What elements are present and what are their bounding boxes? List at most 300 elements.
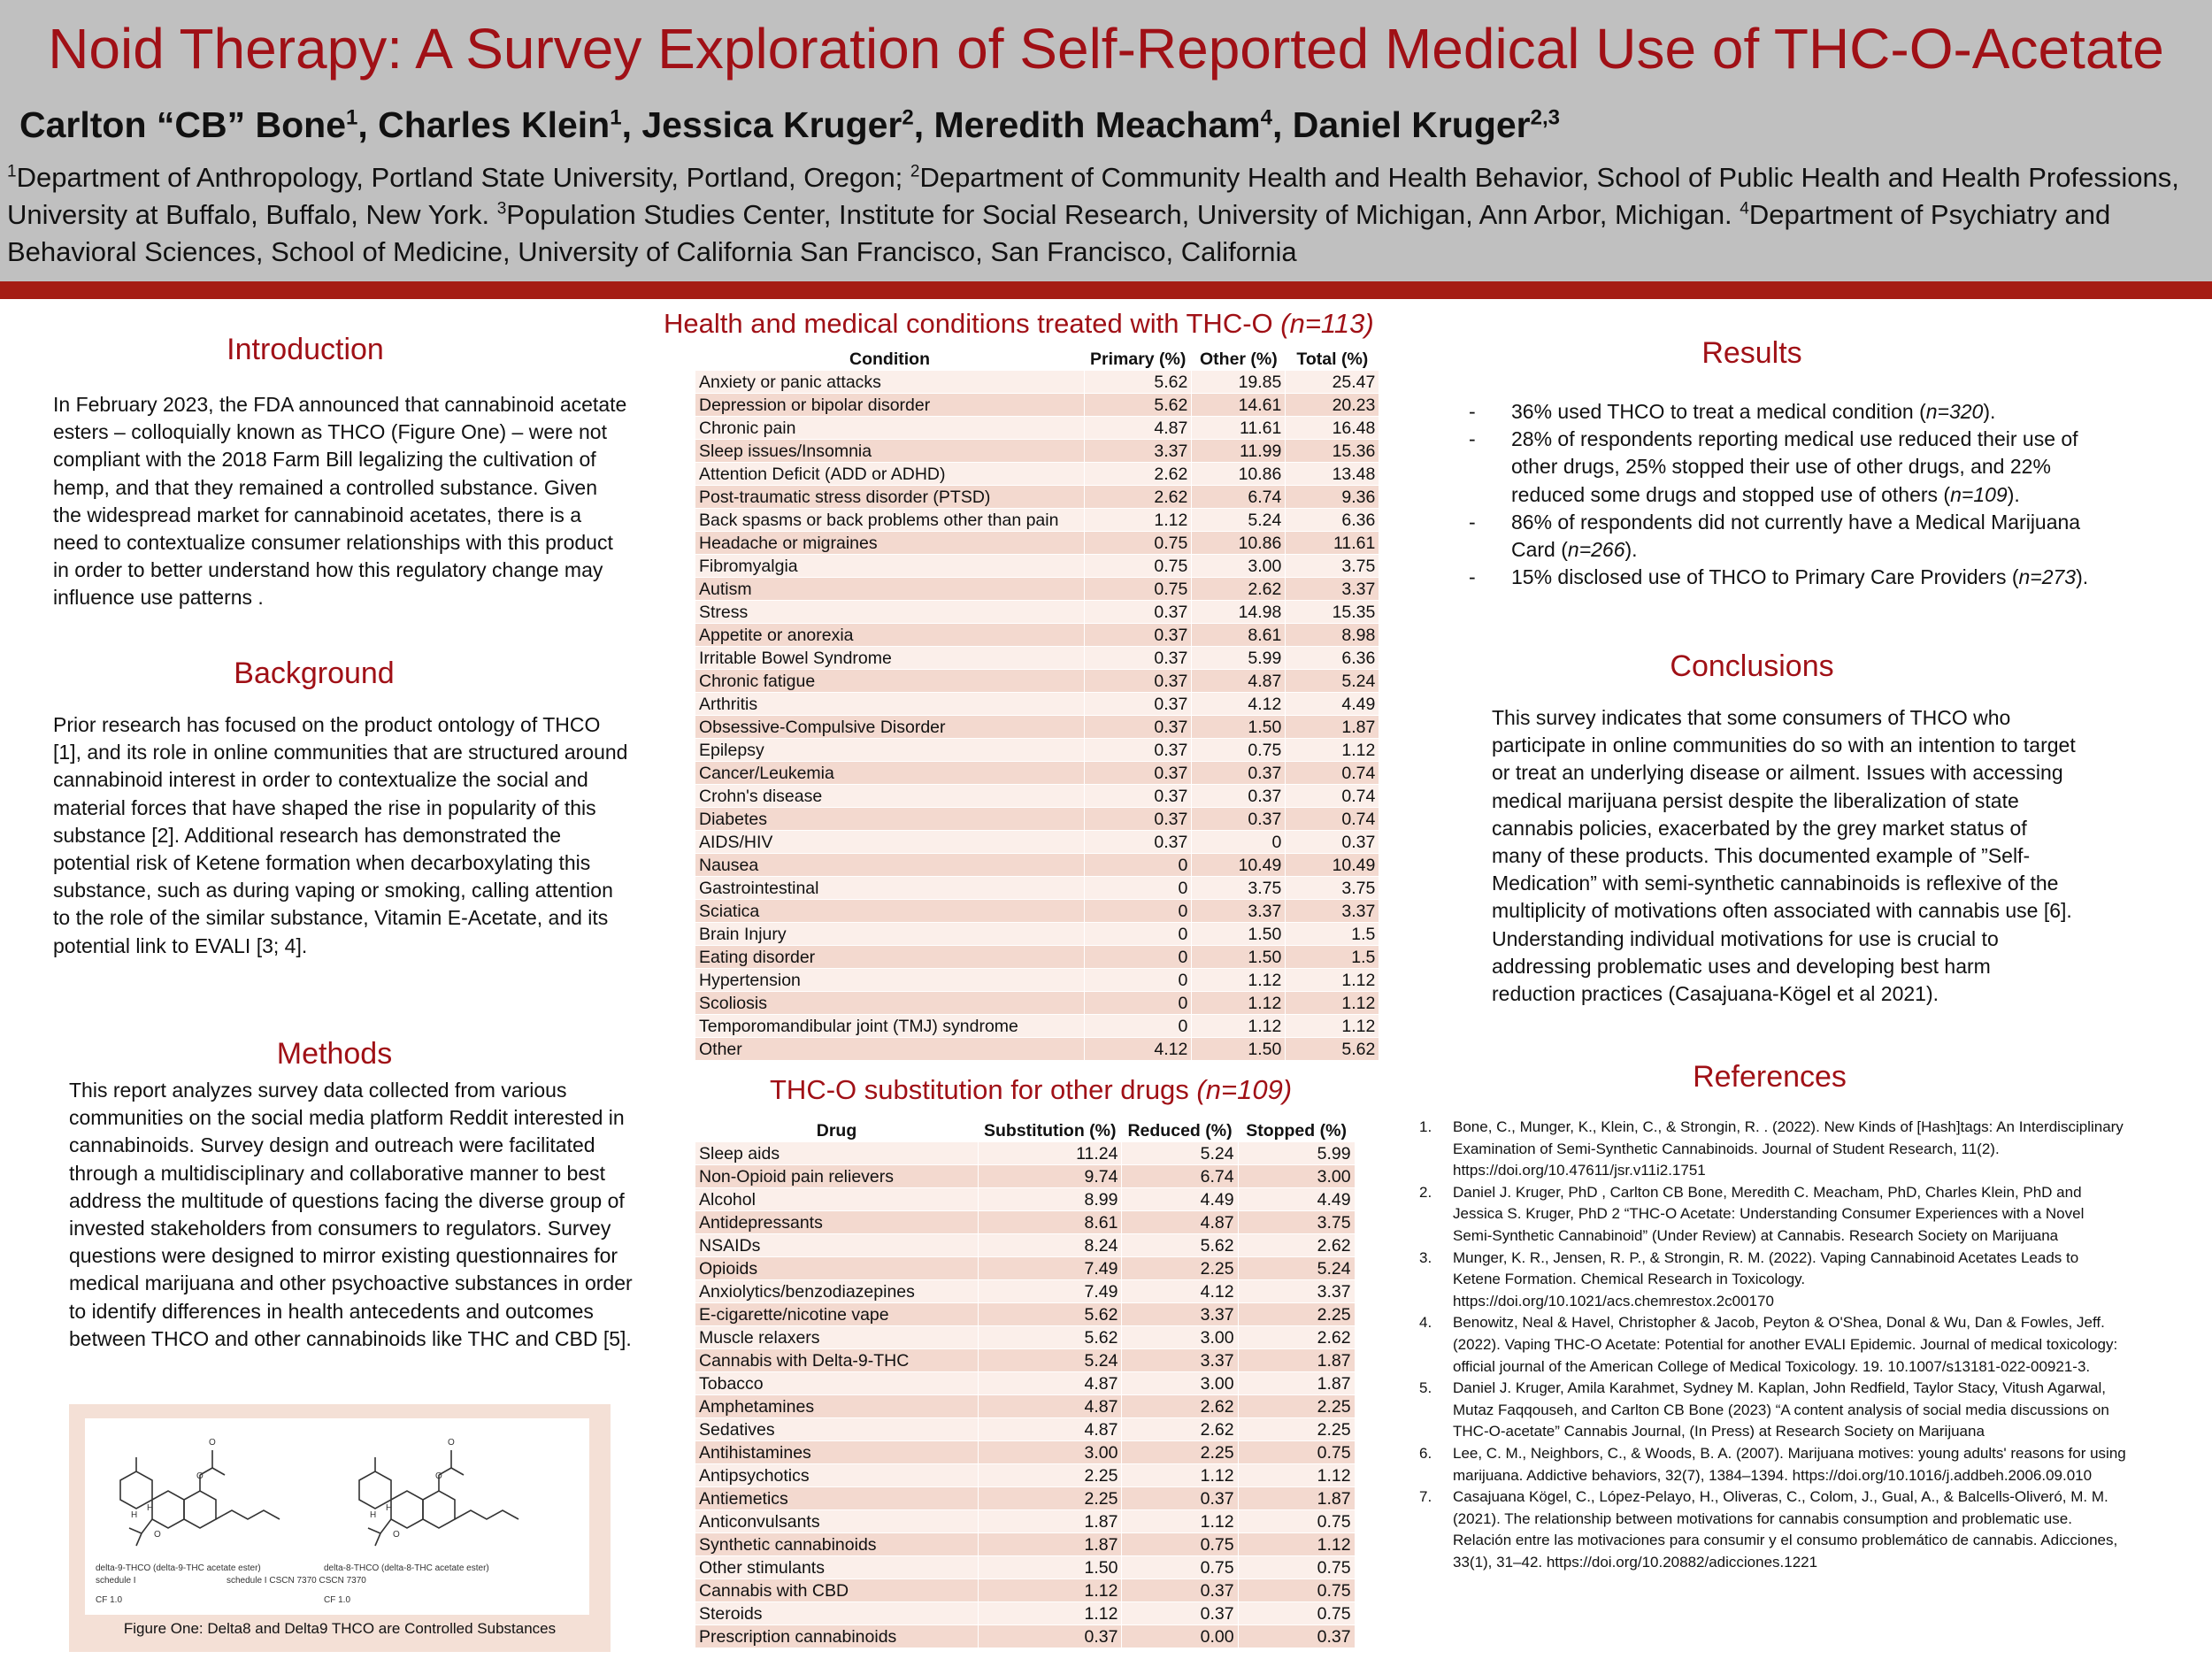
table-row xyxy=(695,1625,1356,1648)
reference-number: 6. xyxy=(1419,1444,1432,1462)
value-cell: 3.75 xyxy=(1286,555,1379,578)
value-cell: 4.87 xyxy=(979,1395,1122,1418)
reference-item xyxy=(1419,1486,2127,1573)
column-header: Total (%) xyxy=(1286,348,1379,371)
table-row xyxy=(695,739,1379,762)
row-label-cell: Chronic fatigue xyxy=(695,670,1085,693)
value-cell: 11.61 xyxy=(1286,532,1379,555)
row-label-cell: NSAIDs xyxy=(695,1234,979,1257)
table-row xyxy=(695,1188,1356,1211)
references-list xyxy=(1419,1117,2127,1573)
column-header: Other (%) xyxy=(1192,348,1286,371)
svg-text:H: H xyxy=(131,1510,138,1520)
value-cell: 2.62 xyxy=(1192,578,1286,601)
table-row xyxy=(695,1395,1356,1418)
table-row xyxy=(695,463,1379,486)
value-cell: 8.24 xyxy=(979,1234,1122,1257)
table-row xyxy=(695,624,1379,647)
value-cell: 0.37 xyxy=(1122,1487,1238,1510)
row-label-cell: Fibromyalgia xyxy=(695,555,1085,578)
figure-left-cf: CF 1.0 xyxy=(96,1595,123,1605)
result-text: 36% used THCO to treat a medical condition ( xyxy=(1511,400,1926,423)
figure-right-label: delta-8-THCO (delta-8-THC acetate ester) xyxy=(324,1563,489,1573)
table-row xyxy=(695,831,1379,854)
value-cell: 2.62 xyxy=(1238,1326,1355,1349)
conditions-table-title xyxy=(664,308,1374,340)
result-end: ). xyxy=(1983,400,1996,423)
substitution-table xyxy=(695,1118,1356,1648)
table-row xyxy=(695,1015,1379,1038)
row-label-cell: Opioids xyxy=(695,1257,979,1280)
author-affiliation-mark: 2,3 xyxy=(1530,105,1561,130)
value-cell: 0 xyxy=(1085,1015,1192,1038)
row-label-cell: Other stimulants xyxy=(695,1556,979,1579)
row-label-cell: AIDS/HIV xyxy=(695,831,1085,854)
table-row xyxy=(695,1372,1356,1395)
value-cell: 0 xyxy=(1085,969,1192,992)
reference-number: 7. xyxy=(1419,1488,1432,1506)
table-row xyxy=(695,1326,1356,1349)
author-affiliation-mark: 1 xyxy=(610,105,622,130)
value-cell: 10.49 xyxy=(1192,854,1286,877)
value-cell: 1.12 xyxy=(1238,1464,1355,1487)
column-header: Drug xyxy=(695,1119,979,1142)
value-cell: 3.37 xyxy=(1085,440,1192,463)
affiliation-text: Department of Anthropology, Portland State University, Portland, Oregon; xyxy=(16,162,910,193)
author-affiliation-mark: 4 xyxy=(1260,105,1272,130)
author-separator: , xyxy=(913,104,934,145)
author-name: Charles Klein xyxy=(378,104,611,145)
value-cell: 4.49 xyxy=(1238,1188,1355,1211)
table-row xyxy=(695,1441,1356,1464)
methods-text: This report analyzes survey data collected from various communities on the social media platform Reddit interested in cannabinoids. Survey design and outreach were facilitated through a multidisciplinary and collaborative manner to best address the multitude of questions facing the diverse group of invested stakeholders from consumers to regulators. Survey questions were designed to mirror existing questionnaires for medical marijuana and other psychoactive substances in order to identify differences in health antecedents and outcomes between THCO and other cannabinoids like THC and CBD [5]. xyxy=(69,1079,633,1350)
svg-text:O: O xyxy=(196,1471,204,1481)
value-cell: 5.24 xyxy=(1192,509,1286,532)
value-cell: 0.37 xyxy=(1286,831,1379,854)
row-label-cell: Arthritis xyxy=(695,693,1085,716)
value-cell: 0.75 xyxy=(1085,555,1192,578)
result-end: ). xyxy=(2076,565,2089,589)
row-label-cell: Crohn's disease xyxy=(695,785,1085,808)
value-cell: 2.62 xyxy=(1085,463,1192,486)
table-row xyxy=(695,785,1379,808)
table-row xyxy=(695,555,1379,578)
value-cell: 1.12 xyxy=(1085,509,1192,532)
value-cell: 6.74 xyxy=(1192,486,1286,509)
row-label-cell: Chronic pain xyxy=(695,417,1085,440)
value-cell: 2.25 xyxy=(1238,1303,1355,1326)
table-row xyxy=(695,417,1379,440)
value-cell: 5.62 xyxy=(979,1326,1122,1349)
affiliation-mark: 1 xyxy=(7,162,17,181)
value-cell: 11.61 xyxy=(1192,417,1286,440)
value-cell: 2.62 xyxy=(1122,1418,1238,1441)
svg-text:O: O xyxy=(209,1438,216,1448)
table-row xyxy=(695,394,1379,417)
svg-text:H: H xyxy=(370,1510,377,1520)
value-cell: 2.62 xyxy=(1238,1234,1355,1257)
table-row xyxy=(695,1303,1356,1326)
value-cell: 25.47 xyxy=(1286,371,1379,394)
value-cell: 3.37 xyxy=(1122,1349,1238,1372)
reference-item xyxy=(1419,1443,2127,1486)
value-cell: 2.62 xyxy=(1122,1395,1238,1418)
result-end: ). xyxy=(1624,538,1638,562)
affiliation-mark: 3 xyxy=(496,199,507,219)
value-cell: 1.12 xyxy=(979,1579,1122,1602)
results-list xyxy=(1469,398,2106,591)
conclusions-heading: Conclusions xyxy=(1670,649,1834,683)
value-cell: 10.86 xyxy=(1192,532,1286,555)
value-cell: 3.37 xyxy=(1286,900,1379,923)
table-row xyxy=(695,509,1379,532)
row-label-cell: Irritable Bowel Syndrome xyxy=(695,647,1085,670)
table-row xyxy=(695,1280,1356,1303)
value-cell: 3.00 xyxy=(1122,1326,1238,1349)
value-cell: 1.12 xyxy=(1192,1015,1286,1038)
value-cell: 2.25 xyxy=(1122,1441,1238,1464)
table-row xyxy=(695,486,1379,509)
value-cell: 5.62 xyxy=(1122,1234,1238,1257)
value-cell: 6.36 xyxy=(1286,509,1379,532)
value-cell: 1.50 xyxy=(1192,1038,1286,1061)
background-text: Prior research has focused on the product ontology of THCO [1], and its role in online communities that are structured around cannabinoid interest in order to contextualize the social and material forces that have shaped the rise in popularity of this substance [2]. Additional research has demonstrated the potential risk of Ketene formation when decarboxylating this substance, such as during vaping or smoking, calling attention to the role of the similar substance, Vitamin E-Acetate, and its potential link to EVALI [3; 4]. xyxy=(53,713,628,957)
value-cell: 14.61 xyxy=(1192,394,1286,417)
svg-text:O: O xyxy=(154,1530,161,1540)
value-cell: 5.24 xyxy=(1122,1142,1238,1165)
value-cell: 4.87 xyxy=(1085,417,1192,440)
value-cell: 1.12 xyxy=(1192,969,1286,992)
value-cell: 1.12 xyxy=(1286,739,1379,762)
value-cell: 0.75 xyxy=(1238,1441,1355,1464)
row-label-cell: Brain Injury xyxy=(695,923,1085,946)
value-cell: 1.50 xyxy=(1192,716,1286,739)
value-cell: 3.37 xyxy=(1122,1303,1238,1326)
reference-item xyxy=(1419,1182,2127,1248)
table-header-row xyxy=(695,348,1379,371)
reference-number: 5. xyxy=(1419,1379,1432,1397)
row-label-cell: Antidepressants xyxy=(695,1211,979,1234)
row-label-cell: Autism xyxy=(695,578,1085,601)
row-label-cell: Depression or bipolar disorder xyxy=(695,394,1085,417)
table-row xyxy=(695,647,1379,670)
row-label-cell: Antihistamines xyxy=(695,1441,979,1464)
row-label-cell: Cannabis with Delta-9-THC xyxy=(695,1349,979,1372)
author-name: Carlton “CB” Bone xyxy=(19,104,346,145)
introduction-heading: Introduction xyxy=(227,333,384,366)
value-cell: 0.74 xyxy=(1286,785,1379,808)
value-cell: 1.12 xyxy=(1122,1464,1238,1487)
row-label-cell: Synthetic cannabinoids xyxy=(695,1533,979,1556)
row-label-cell: Antipsychotics xyxy=(695,1464,979,1487)
value-cell: 3.75 xyxy=(1286,877,1379,900)
value-cell: 0.37 xyxy=(1085,670,1192,693)
row-label-cell: Sleep issues/Insomnia xyxy=(695,440,1085,463)
value-cell: 0.37 xyxy=(1238,1625,1355,1648)
reference-number: 4. xyxy=(1419,1314,1432,1332)
value-cell: 1.12 xyxy=(1286,969,1379,992)
value-cell: 0.37 xyxy=(1192,808,1286,831)
reference-item xyxy=(1419,1117,2127,1182)
author-name: Daniel Kruger xyxy=(1292,104,1531,145)
value-cell: 3.37 xyxy=(1192,900,1286,923)
chemical-structures-image xyxy=(85,1418,589,1615)
value-cell: 7.49 xyxy=(979,1257,1122,1280)
value-cell: 3.75 xyxy=(1238,1211,1355,1234)
table-row xyxy=(695,601,1379,624)
divider-bar xyxy=(0,281,2212,299)
value-cell: 5.99 xyxy=(1238,1142,1355,1165)
value-cell: 1.50 xyxy=(1192,923,1286,946)
value-cell: 0.37 xyxy=(1085,624,1192,647)
value-cell: 8.61 xyxy=(1192,624,1286,647)
introduction-text: In February 2023, the FDA announced that cannabinoid acetate esters – colloquially known as THCO (Figure One) – were not compliant with the 2018 Farm Bill legalizing the cultivation of hemp, and that they remained a controlled substance. Given the widespread market for cannabinoid acetates, there is a need to contextualize consumer relationships with this product in order to better understand how this regulatory change may influence use patterns . xyxy=(53,393,627,610)
row-label-cell: Cancer/Leukemia xyxy=(695,762,1085,785)
svg-text:H: H xyxy=(386,1503,393,1513)
row-label-cell: Tobacco xyxy=(695,1372,979,1395)
row-label-cell: Sedatives xyxy=(695,1418,979,1441)
value-cell: 0.37 xyxy=(1085,785,1192,808)
affiliation-text: Department of Community Health and Health Behavior, School of Public Health and Health Professions, University at Buffalo, Buffalo, New York. xyxy=(7,162,2179,230)
row-label-cell: Headache or migraines xyxy=(695,532,1085,555)
table-row xyxy=(695,1257,1356,1280)
table-row xyxy=(695,1487,1356,1510)
value-cell: 2.62 xyxy=(1085,486,1192,509)
value-cell: 5.62 xyxy=(1085,371,1192,394)
table-row xyxy=(695,762,1379,785)
row-label-cell: Anticonvulsants xyxy=(695,1510,979,1533)
row-label-cell: Obsessive-Compulsive Disorder xyxy=(695,716,1085,739)
result-item xyxy=(1469,509,2106,564)
value-cell: 5.24 xyxy=(979,1349,1122,1372)
value-cell: 1.87 xyxy=(1238,1372,1355,1395)
result-text: 15% disclosed use of THCO to Primary Care Providers ( xyxy=(1511,565,2019,589)
value-cell: 9.74 xyxy=(979,1165,1122,1188)
affiliation-mark: 2 xyxy=(910,162,920,181)
value-cell: 0.37 xyxy=(1085,739,1192,762)
column-header: Substitution (%) xyxy=(979,1119,1122,1142)
row-label-cell: Muscle relaxers xyxy=(695,1326,979,1349)
value-cell: 0.75 xyxy=(1238,1579,1355,1602)
value-cell: 11.24 xyxy=(979,1142,1122,1165)
value-cell: 15.35 xyxy=(1286,601,1379,624)
table-row xyxy=(695,716,1379,739)
table-row xyxy=(695,1464,1356,1487)
row-label-cell: Nausea xyxy=(695,854,1085,877)
row-label-cell: Cannabis with CBD xyxy=(695,1579,979,1602)
reference-text: Bone, C., Munger, K., Klein, C., & Strongin, R. . (2022). New Kinds of [Hash]tags: An Interdisciplinary Examination of Semi-Synthetic Cannabinoids. Journal of Student Research, 11(2). https://doi.org/10.47611/jsr.v11i2.1751 xyxy=(1453,1118,2124,1179)
conclusions-text: This survey indicates that some consumers of THCO who participate in online communities do so with an intention to target or treat an underlying disease or ailment. Issues with accessing medical marijuana persist despite the liberalization of state cannabis policies, exacerbated by the grey market status of many of these products. This documented example of ”Self-Medication” with semi-synthetic cannabinoids is reflexive of the multiplicity of motivations often associated with cannabis use [6]. Understanding individual motivations for use is crucial to addressing problematic uses and developing best harm reduction practices (Casajuana-Kögel et al 2021). xyxy=(1492,706,2076,1006)
substitution-table-title xyxy=(770,1074,1292,1106)
value-cell: 0.75 xyxy=(1085,578,1192,601)
value-cell: 0.75 xyxy=(1238,1556,1355,1579)
value-cell: 5.24 xyxy=(1238,1257,1355,1280)
value-cell: 0 xyxy=(1085,900,1192,923)
value-cell: 0 xyxy=(1192,831,1286,854)
result-sample-size: n=266 xyxy=(1567,538,1625,562)
table-row xyxy=(695,946,1379,969)
value-cell: 3.37 xyxy=(1286,578,1379,601)
value-cell: 11.99 xyxy=(1192,440,1286,463)
value-cell: 0.74 xyxy=(1286,762,1379,785)
column-header: Stopped (%) xyxy=(1238,1119,1355,1142)
author-affiliation-mark: 1 xyxy=(346,105,358,130)
value-cell: 0.75 xyxy=(1085,532,1192,555)
table-row xyxy=(695,992,1379,1015)
value-cell: 0.75 xyxy=(1238,1510,1355,1533)
table-row xyxy=(695,371,1379,394)
row-label-cell: Prescription cannabinoids xyxy=(695,1625,979,1648)
reference-item xyxy=(1419,1248,2127,1313)
value-cell: 8.98 xyxy=(1286,624,1379,647)
value-cell: 1.12 xyxy=(1238,1533,1355,1556)
conditions-n: (n=113) xyxy=(1280,308,1374,339)
value-cell: 1.87 xyxy=(1238,1349,1355,1372)
reference-number: 3. xyxy=(1419,1248,1432,1266)
reference-item xyxy=(1419,1312,2127,1378)
column-header: Primary (%) xyxy=(1085,348,1192,371)
figure-structures xyxy=(85,1418,589,1615)
result-sample-size: n=109 xyxy=(1950,482,2008,506)
value-cell: 0.37 xyxy=(1085,831,1192,854)
result-item xyxy=(1469,564,2106,591)
value-cell: 2.25 xyxy=(1238,1418,1355,1441)
value-cell: 4.49 xyxy=(1122,1188,1238,1211)
reference-number: 2. xyxy=(1419,1183,1432,1201)
value-cell: 8.61 xyxy=(979,1211,1122,1234)
table-row xyxy=(695,1142,1356,1165)
value-cell: 1.12 xyxy=(1286,1015,1379,1038)
row-label-cell: Appetite or anorexia xyxy=(695,624,1085,647)
author-separator: , xyxy=(357,104,379,145)
row-label-cell: Temporomandibular joint (TMJ) syndrome xyxy=(695,1015,1085,1038)
value-cell: 0.37 xyxy=(1085,601,1192,624)
table-row xyxy=(695,1556,1356,1579)
author-separator: , xyxy=(1272,104,1293,145)
value-cell: 5.99 xyxy=(1192,647,1286,670)
row-label-cell: Hypertension xyxy=(695,969,1085,992)
value-cell: 4.87 xyxy=(1192,670,1286,693)
value-cell: 10.49 xyxy=(1286,854,1379,877)
value-cell: 3.37 xyxy=(1238,1280,1355,1303)
value-cell: 0.75 xyxy=(1192,739,1286,762)
author-name: Meredith Meacham xyxy=(933,104,1261,145)
value-cell: 0.37 xyxy=(1085,716,1192,739)
value-cell: 16.48 xyxy=(1286,417,1379,440)
author-list xyxy=(19,104,1560,146)
svg-text:O: O xyxy=(393,1530,400,1540)
result-sample-size: n=320 xyxy=(1925,400,1984,423)
value-cell: 4.87 xyxy=(979,1372,1122,1395)
bullet-dash: - xyxy=(1469,510,1476,534)
value-cell: 0.00 xyxy=(1122,1625,1238,1648)
conditions-title-text: Health and medical conditions treated with THC-O xyxy=(664,308,1281,339)
bullet-dash: - xyxy=(1469,427,1476,451)
table-row xyxy=(695,1038,1379,1061)
value-cell: 5.24 xyxy=(1286,670,1379,693)
column-header: Reduced (%) xyxy=(1122,1119,1238,1142)
results-heading: Results xyxy=(1701,336,1802,370)
value-cell: 5.62 xyxy=(1085,394,1192,417)
value-cell: 1.50 xyxy=(979,1556,1122,1579)
table-row xyxy=(695,877,1379,900)
value-cell: 1.87 xyxy=(979,1533,1122,1556)
figure-caption: Figure One: Delta8 and Delta9 THCO are Controlled Substances xyxy=(123,1620,557,1637)
value-cell: 5.62 xyxy=(1286,1038,1379,1061)
value-cell: 1.87 xyxy=(1286,716,1379,739)
figure-one xyxy=(69,1404,611,1652)
value-cell: 14.98 xyxy=(1192,601,1286,624)
value-cell: 2.25 xyxy=(979,1487,1122,1510)
value-cell: 4.12 xyxy=(1122,1280,1238,1303)
table-row xyxy=(695,808,1379,831)
substitution-title-text: THC-O substitution for other drugs xyxy=(770,1074,1197,1105)
value-cell: 0.37 xyxy=(1122,1602,1238,1625)
value-cell: 10.86 xyxy=(1192,463,1286,486)
table-row xyxy=(695,1165,1356,1188)
table-row xyxy=(695,900,1379,923)
figure-left-label: delta-9-THCO (delta-9-THC acetate ester) xyxy=(96,1563,261,1573)
value-cell: 1.12 xyxy=(1122,1510,1238,1533)
value-cell: 1.87 xyxy=(979,1510,1122,1533)
value-cell: 4.87 xyxy=(1122,1211,1238,1234)
value-cell: 4.49 xyxy=(1286,693,1379,716)
value-cell: 19.85 xyxy=(1192,371,1286,394)
table-row xyxy=(695,1211,1356,1234)
value-cell: 3.00 xyxy=(979,1441,1122,1464)
row-label-cell: Sleep aids xyxy=(695,1142,979,1165)
row-label-cell: Alcohol xyxy=(695,1188,979,1211)
value-cell: 1.87 xyxy=(1238,1487,1355,1510)
svg-text:O: O xyxy=(448,1438,455,1448)
row-label-cell: Anxiolytics/benzodiazepines xyxy=(695,1280,979,1303)
table-row xyxy=(695,1418,1356,1441)
table-row xyxy=(695,1349,1356,1372)
table-row xyxy=(695,1234,1356,1257)
value-cell: 2.25 xyxy=(1238,1395,1355,1418)
table-row xyxy=(695,1579,1356,1602)
figure-middle-label: schedule I CSCN 7370 CSCN 7370 xyxy=(227,1576,366,1586)
conditions-table xyxy=(695,347,1379,1061)
row-label-cell: Attention Deficit (ADD or ADHD) xyxy=(695,463,1085,486)
row-label-cell: Scoliosis xyxy=(695,992,1085,1015)
reference-text: Daniel J. Kruger, PhD , Carlton CB Bone, Meredith C. Meacham, PhD, Charles Klein, PhD and Jessica S. Kruger, PhD 2 “THC-O Acetate: Understanding Consumer Experiences with a Novel Semi-Synthetic Cannabinoid” (Under Review) at Cannabis. Research Society on Marijuana xyxy=(1453,1183,2085,1244)
value-cell: 0 xyxy=(1085,992,1192,1015)
value-cell: 6.74 xyxy=(1122,1165,1238,1188)
row-label-cell: Epilepsy xyxy=(695,739,1085,762)
reference-item xyxy=(1419,1378,2127,1443)
background-heading: Background xyxy=(234,657,395,690)
column-header: Condition xyxy=(695,348,1085,371)
value-cell: 0.37 xyxy=(1192,785,1286,808)
value-cell: 5.62 xyxy=(979,1303,1122,1326)
affiliation-mark: 4 xyxy=(1740,199,1749,219)
bullet-dash: - xyxy=(1469,400,1476,423)
row-label-cell: Antiemetics xyxy=(695,1487,979,1510)
result-item xyxy=(1469,398,2106,426)
table-row xyxy=(695,1533,1356,1556)
value-cell: 15.36 xyxy=(1286,440,1379,463)
row-label-cell: Other xyxy=(695,1038,1085,1061)
table-row xyxy=(695,532,1379,555)
table-row xyxy=(695,440,1379,463)
value-cell: 8.99 xyxy=(979,1188,1122,1211)
result-text: 86% of respondents did not currently have a Medical Marijuana Card ( xyxy=(1511,510,2081,562)
row-label-cell: Steroids xyxy=(695,1602,979,1625)
row-label-cell: Stress xyxy=(695,601,1085,624)
author-affiliation-mark: 2 xyxy=(902,105,914,130)
table-row xyxy=(695,854,1379,877)
